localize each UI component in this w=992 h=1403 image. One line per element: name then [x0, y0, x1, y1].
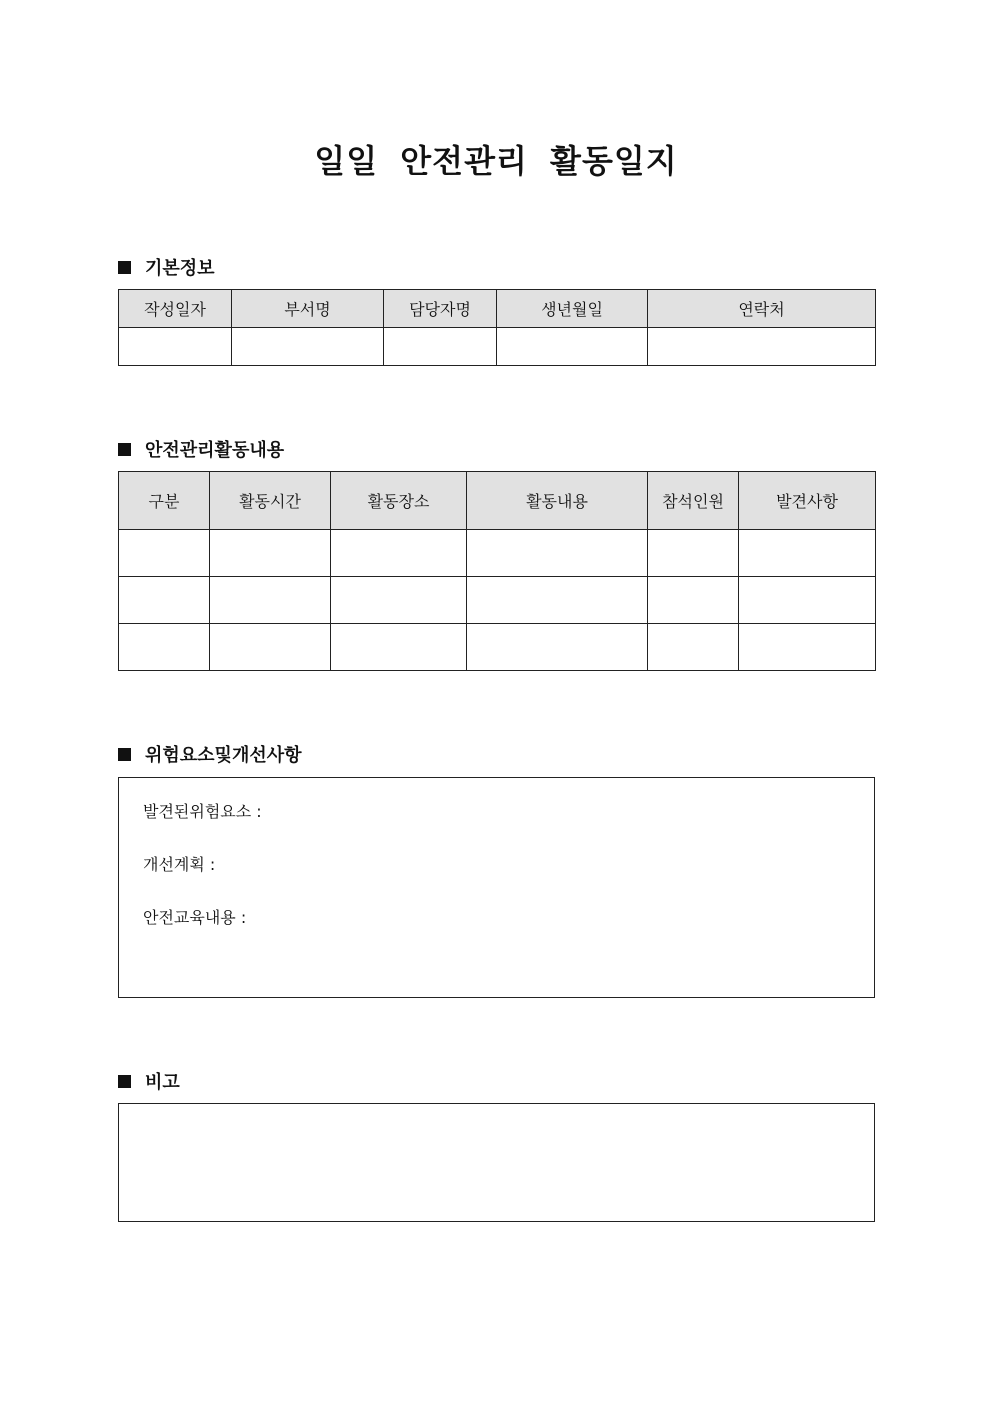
header-attendees: 참석인원: [648, 472, 739, 530]
section-title: 기본정보: [145, 258, 215, 279]
table-header-row: [119, 472, 876, 530]
improvement-plan-label: 개선계획 :: [143, 855, 216, 874]
header-manager: 담당자명: [384, 290, 497, 328]
table-cell[interactable]: [331, 624, 467, 671]
table-row: [119, 530, 876, 577]
header-birthdate: 생년월일: [497, 290, 648, 328]
header-activity-time: 활동시간: [210, 472, 331, 530]
table-cell[interactable]: [119, 577, 210, 624]
table-cell[interactable]: [331, 530, 467, 577]
safety-education-label: 안전교육내용 :: [143, 908, 247, 927]
document-title: 일일 안전관리 활동일지: [314, 142, 678, 180]
date-field[interactable]: [119, 328, 232, 366]
birthdate-field[interactable]: [497, 328, 648, 366]
contact-field[interactable]: [648, 328, 876, 366]
header-activity-place: 활동장소: [331, 472, 467, 530]
table-cell[interactable]: [648, 577, 739, 624]
section-title: 위험요소및개선사항: [145, 745, 302, 766]
section-title: 비고: [145, 1072, 180, 1093]
section-title: 안전관리활동내용: [145, 440, 285, 461]
table-cell[interactable]: [467, 624, 648, 671]
remarks-box[interactable]: [118, 1103, 875, 1222]
table-row: [119, 577, 876, 624]
hazards-box[interactable]: [118, 777, 875, 998]
table-cell[interactable]: [210, 530, 331, 577]
header-date: 작성일자: [119, 290, 232, 328]
table-cell[interactable]: [739, 577, 876, 624]
activities-table: [118, 471, 876, 671]
header-category: 구분: [119, 472, 210, 530]
header-activity-content: 활동내용: [467, 472, 648, 530]
table-row: [119, 624, 876, 671]
table-cell[interactable]: [648, 530, 739, 577]
table-cell[interactable]: [210, 624, 331, 671]
table-cell[interactable]: [467, 577, 648, 624]
header-department: 부서명: [232, 290, 384, 328]
table-cell[interactable]: [119, 530, 210, 577]
table-row: [119, 328, 876, 366]
section-remarks-heading: [118, 1068, 180, 1094]
table-cell[interactable]: [331, 577, 467, 624]
table-cell[interactable]: [648, 624, 739, 671]
hazard-found-label: 발견된위험요소 :: [143, 802, 262, 821]
square-bullet-icon: [118, 261, 131, 274]
square-bullet-icon: [118, 748, 131, 761]
department-field[interactable]: [232, 328, 384, 366]
square-bullet-icon: [118, 443, 131, 456]
header-findings: 발견사항: [739, 472, 876, 530]
table-cell[interactable]: [467, 530, 648, 577]
square-bullet-icon: [118, 1075, 131, 1088]
manager-field[interactable]: [384, 328, 497, 366]
section-basic-info-heading: [118, 254, 215, 280]
table-cell[interactable]: [210, 577, 331, 624]
basic-info-table: [118, 289, 876, 366]
section-hazards-heading: [118, 741, 302, 767]
header-contact: 연락처: [648, 290, 876, 328]
section-activities-heading: [118, 436, 284, 462]
table-header-row: [119, 290, 876, 328]
table-cell[interactable]: [739, 530, 876, 577]
table-cell[interactable]: [119, 624, 210, 671]
table-cell[interactable]: [739, 624, 876, 671]
